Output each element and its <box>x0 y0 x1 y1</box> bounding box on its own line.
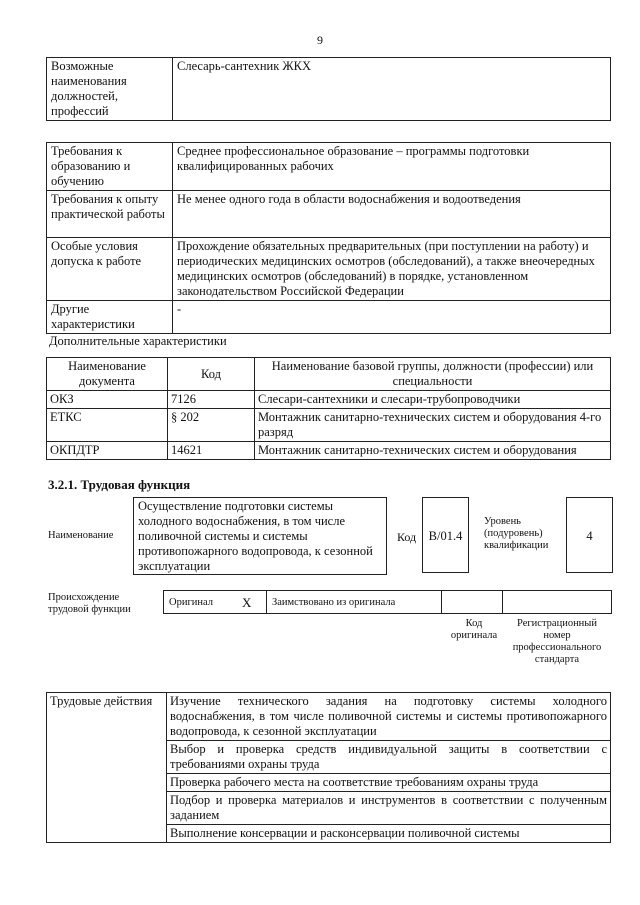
other-value: - <box>173 301 611 334</box>
additional-heading: Дополнительные характеристики <box>49 334 227 348</box>
table-header-row <box>47 358 611 391</box>
table-row <box>47 301 611 334</box>
positions-label: Возможные наименования должностей, профессий <box>47 58 173 121</box>
table-row <box>47 143 611 191</box>
table-row <box>47 693 611 741</box>
header-code: Код <box>168 358 255 391</box>
origin-borrowed: Заимствовано из оригинала <box>266 590 442 614</box>
function-name-box: Осуществление подготовки системы холодного водоснабжения, в том числе поливочной системы и системы противопожарного водопровода, к сезонной эксплуатации <box>133 497 387 575</box>
row-code: 7126 <box>168 391 255 409</box>
name-label: Наименование <box>48 530 114 541</box>
admission-value: Прохождение обязательных предварительных (при поступлении на работу) и периодических медицинских осмотров (обследований), а также внеочередных медицинских осмотров (обследований) в порядке, установленном законодательством Российской Федерации <box>173 238 611 301</box>
row-name: Слесари-сантехники и слесари-трубопроводчики <box>255 391 611 409</box>
row-doc: ЕТКС <box>47 409 168 442</box>
code-label: Код <box>397 530 417 544</box>
level-label: Уровень (подуровень) квалификации <box>484 516 549 551</box>
additional-table <box>46 357 611 460</box>
row-code: 14621 <box>168 442 255 460</box>
header-name: Наименование базовой группы, должности (профессии) или специальности <box>255 358 611 391</box>
origin-original: Оригинал <box>169 597 213 608</box>
origin-code-cell <box>441 590 503 614</box>
origin-mark: X <box>242 595 252 610</box>
other-label: Другие характеристики <box>47 301 173 334</box>
header-document: Наименование документа <box>47 358 168 391</box>
labor-item: Выполнение консервации и расконсервации поливочной системы <box>167 825 611 843</box>
row-name: Монтажник санитарно-технических систем и оборудования <box>255 442 611 460</box>
row-code: § 202 <box>168 409 255 442</box>
level-box <box>566 497 613 573</box>
admission-label: Особые условия допуска к работе <box>47 238 173 301</box>
requirements-table <box>46 142 611 334</box>
education-value: Среднее профессиональное образование – программы подготовки квалифицированных рабочих <box>173 143 611 191</box>
labor-item: Выбор и проверка средств индивидуальной защиты в соответствии с требованиями охраны труда <box>167 741 611 774</box>
code-box <box>422 497 469 573</box>
section-title: 3.2.1. Трудовая функция <box>48 477 191 492</box>
reg-caption: Регистрационный номер профессионального стандарта <box>512 618 602 665</box>
origin-original-cell <box>163 590 267 614</box>
origin-label: Происхождение трудовой функции <box>48 592 131 615</box>
page-number: 9 <box>317 33 323 47</box>
row-doc: ОКПДТР <box>47 442 168 460</box>
table-row <box>47 391 611 409</box>
labor-label: Трудовые действия <box>47 693 167 843</box>
level-value: 4 <box>586 529 593 543</box>
education-label: Требования к образованию и обучению <box>47 143 173 191</box>
table-row <box>47 409 611 442</box>
labor-item: Изучение технического задания на подготовку системы холодного водоснабжения, в том числе поливочной системы и системы противопожарного водопровода, к сезонной эксплуатации <box>167 693 611 741</box>
positions-table <box>46 57 611 121</box>
table-row <box>47 238 611 301</box>
labor-item: Проверка рабочего места на соответствие требованиям охраны труда <box>167 774 611 792</box>
row-doc: ОКЗ <box>47 391 168 409</box>
positions-value: Слесарь-сантехник ЖКХ <box>173 58 611 121</box>
table-row <box>47 58 611 121</box>
origin-reg-cell <box>502 590 612 614</box>
labor-actions-table <box>46 692 611 843</box>
code-value: В/01.4 <box>428 529 463 543</box>
table-row <box>47 442 611 460</box>
row-name: Монтажник санитарно-технических систем и оборудования 4-го разряд <box>255 409 611 442</box>
labor-item: Подбор и проверка материалов и инструментов в соответствии с полученным заданием <box>167 792 611 825</box>
table-row <box>47 191 611 238</box>
code-caption: Код оригинала <box>450 618 498 641</box>
experience-label: Требования к опыту практической работы <box>47 191 173 238</box>
experience-value: Не менее одного года в области водоснабжения и водоотведения <box>173 191 611 238</box>
